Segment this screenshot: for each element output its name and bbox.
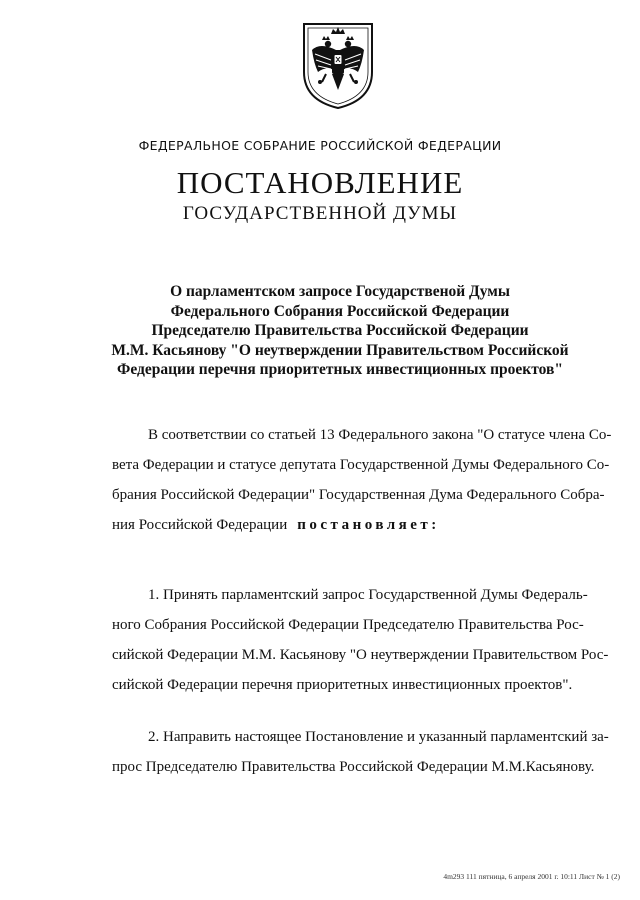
clause-2-paragraph: [112, 722, 620, 782]
page-footer: 4m293 111 пятница, 6 апреля 2001 г. 10:11 Лист № 1 (2): [443, 872, 620, 881]
paragraph-line: сийской Федерации перечня приоритетных инвестиционных проектов".: [112, 677, 573, 693]
title-line: О парламентском запросе Государственой Думы: [170, 283, 510, 300]
paragraph-line: брания Российской Федерации" Государственная Дума Федерального Собра-: [112, 487, 605, 503]
paragraph-line: В соответствии со статьей 13 Федерального закона "О статусе члена Со-: [148, 427, 612, 443]
title-line: Федерального Собрания Российской Федерации: [170, 302, 510, 320]
preamble-paragraph: [112, 420, 620, 540]
paragraph-line: вета Федерации и статусе депутата Государственной Думы Федерального Со-: [112, 457, 610, 473]
resolves-keyword: постановляет:: [297, 517, 440, 533]
paragraph-line: ного Собрания Российской Федерации Председателю Правительства Рос-: [112, 617, 584, 633]
resolution-title: [70, 282, 610, 380]
coat-of-arms-icon: [298, 20, 378, 110]
assembly-header: ФЕДЕРАЛЬНОЕ СОБРАНИЕ РОССИЙСКОЙ ФЕДЕРАЦИИ: [138, 138, 502, 153]
title-line: М.М. Касьянову "О неутверждении Правительством Российской: [111, 341, 569, 359]
title-line: Федерации перечня приоритетных инвестиционных проектов": [117, 361, 563, 378]
clause-1-paragraph: [112, 580, 620, 700]
paragraph-line: ния Российской Федерации постановляет:: [112, 510, 620, 540]
paragraph-line: 1. Принять парламентский запрос Государственной Думы Федераль-: [148, 587, 588, 603]
document-type-title: ПОСТАНОВЛЕНИЕ: [176, 165, 464, 200]
document-issuer: ГОСУДАРСТВЕННОЙ ДУМЫ: [182, 203, 458, 224]
paragraph-line: 2. Направить настоящее Постановление и указанный парламентский за-: [148, 729, 609, 745]
title-line: Председателю Правительства Российской Федерации: [151, 322, 529, 339]
paragraph-line: прос Председателю Правительства Российской Федерации М.М.Касьянову.: [112, 759, 595, 775]
paragraph-line: сийской Федерации М.М. Касьянову "О неутверждении Правительством Рос-: [112, 647, 609, 663]
